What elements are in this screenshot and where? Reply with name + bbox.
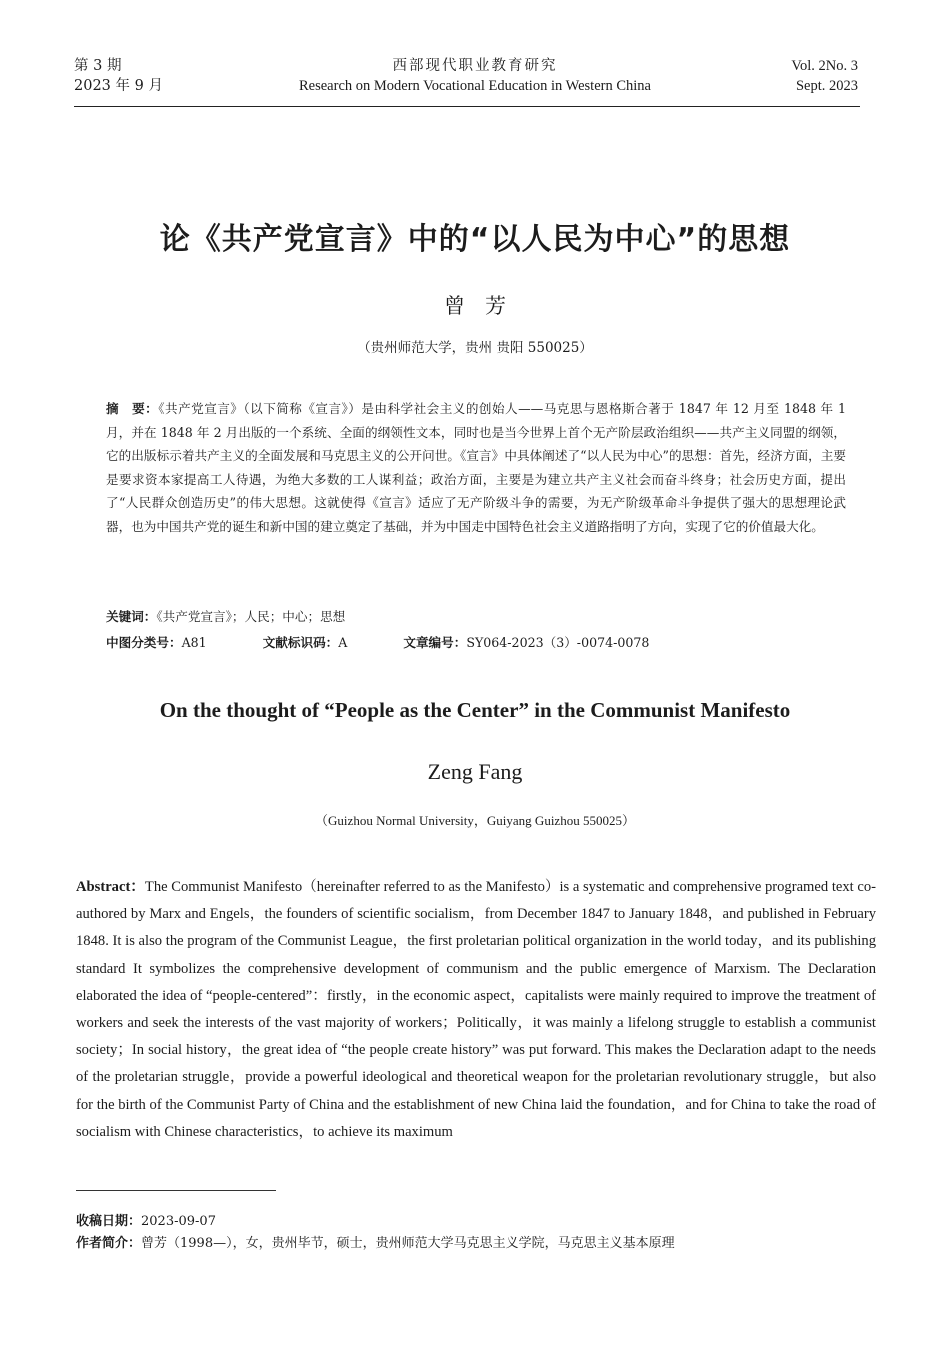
abstract-zh xyxy=(106,397,846,539)
abstract-en-text: The Communist Manifesto（hereinafter referred to as the Manifesto）is a systematic and comprehensive programed text co-authored by Marx and Engels，the founders of scientific socialism，from December 1847 to January 1848，and published in February 1848. It is also the program of the Communist League，the first proletarian political organization in the world today，and its publishing standard It symbolizes the comprehensive development of communism and the public emergence of Marxism. The Declaration elaborated the idea of “people-centered”：firstly，in the economic aspect，capitalists were mainly required to improve the treatment of workers and seek the interests of the vast majority of workers；Politically，it was mainly a lifelong struggle to establish a communist society；In social history，the great idea of “the people create history” was put forward. This makes the Declaration adapt to the needs of the proletarian struggle，provide a powerful ideological and theoretical weapon for the proletarian revolutionary struggle，but also for the birth of the Communist Party of China and the establishment of new China laid the foundation，and for China to take the road of socialism with Chinese characteristics，to achieve its maximum xyxy=(76,879,877,1140)
abstract-en xyxy=(76,874,876,1146)
affiliation-en: （Guizhou Normal University，Guiyang Guizhou 550025） xyxy=(315,813,635,828)
classification-line xyxy=(106,632,649,651)
received-date xyxy=(76,1210,216,1229)
header-rule xyxy=(74,106,860,107)
doc-code-value: A xyxy=(338,635,348,650)
received-value: 2023-09-07 xyxy=(141,1214,216,1229)
article-title-zh: 论《共产党宣言》中的“以人民为中心”的思想 xyxy=(159,222,791,257)
author-name-zh: 曾芳 xyxy=(444,294,526,318)
keywords-label: 关键词： xyxy=(106,609,157,624)
clc-label: 中图分类号： xyxy=(106,635,182,650)
keywords-text: 《共产党宣言》；人民；中心；思想 xyxy=(156,609,346,624)
doc-code-label: 文献标识码： xyxy=(262,635,339,650)
journal-title-en: Research on Modern Vocational Education in Western China xyxy=(299,78,651,94)
article-title-en: On the thought of “People as the Center” in the Communist Manifesto xyxy=(159,698,791,722)
article-number-value: SY064-2023（3）-0074-0078 xyxy=(466,635,650,650)
affiliation-zh: （贵州师范大学，贵州 贵阳 550025） xyxy=(357,340,593,356)
issue-date-zh: 2023 年 9 月 xyxy=(74,78,163,94)
journal-title-zh: 西部现代职业教育研究 xyxy=(392,58,558,74)
author-name-en: Zeng Fang xyxy=(427,759,523,784)
keywords-zh xyxy=(106,606,345,625)
author-bio xyxy=(76,1232,675,1251)
issue-number: 第 3 期 xyxy=(74,58,122,74)
clc-value: A81 xyxy=(181,635,207,650)
received-label: 收稿日期： xyxy=(76,1214,142,1229)
header-right xyxy=(791,56,858,96)
volume-number: Vol. 2No. 3 xyxy=(791,58,858,74)
footnote-rule xyxy=(76,1190,276,1191)
issue-date-en: Sept. 2023 xyxy=(795,78,858,94)
abstract-en-label: Abstract： xyxy=(76,879,145,895)
abstract-zh-label: 摘 要： xyxy=(106,401,159,416)
article-number-label: 文章编号： xyxy=(403,635,467,650)
bio-label: 作者简介： xyxy=(76,1236,142,1251)
bio-value: 曾芳（1998—），女，贵州毕节，硕士，贵州师范大学马克思主义学院，马克思主义基本原理 xyxy=(141,1236,675,1251)
abstract-zh-text: 《共产党宣言》（以下简称《宣言》）是由科学社会主义的创始人——马克思与恩格斯合著于 1847 年 12 月至 1848 年 1 月，并在 1848 年 2 月出版的一个系统、全面的纲领性文本，同时也是当今世界上首个无产阶层政治组织——共产主义同盟的纲领，它的出版标示着共产主义的全面发展和马克思主义的公开问世。《宣言》中具体阐述了“以人民为中心”的思想：首先，经济方面，主要是要求资本家提高工人待遇，为绝大多数的工人谋利益；政治方面，主要是为建立共产主义社会而奋斗终身；社会历史方面，提出了“人民群众创造历史”的伟大思想。这就使得《宣言》适应了无产阶级斗争的需要，为无产阶级革命斗争提供了强大的思想理论武器，也为中国共产党的诞生和新中国的建立奠定了基础，并为中国走中国特色社会主义道路指明了方向，实现了它的价值最大化。 xyxy=(106,401,847,534)
